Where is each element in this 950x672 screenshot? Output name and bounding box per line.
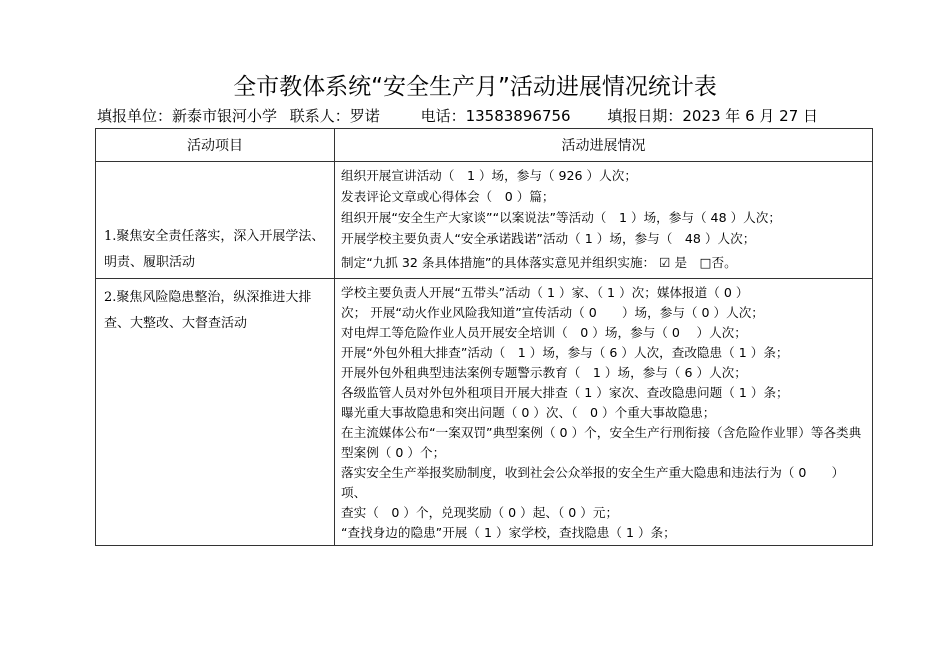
report-date: 填报日期：2023 年 6 月 27 日: [607, 107, 819, 125]
reporting-unit: 填报单位：新泰市银河小学: [97, 107, 278, 125]
detail-line: 落实安全生产举报奖励制度，收到社会公众举报的安全生产重大隐患和违法行为（ 0 ）项、: [341, 465, 845, 500]
table-row: [96, 279, 873, 546]
table-header-row: [96, 129, 873, 162]
detail-line: 各级监管人员对外包外租项目开展大排查（ 1 ）家次、查改隐患问题（ 1 ）条；: [341, 385, 789, 400]
page-title: 全市教体系统“安全生产月”活动进展情况统计表: [233, 74, 717, 100]
contact-person: 联系人：罗诺: [289, 107, 380, 125]
header-activity-item: 活动项目: [96, 129, 335, 162]
phone-number: 电话：13583896756: [420, 107, 571, 125]
statistics-table: [95, 128, 873, 546]
activity-details: [335, 162, 873, 279]
detail-line: 在主流媒体公布“一案双罚”典型案例（ 0 ）个，安全生产行刑衔接（含危险作业罪）等各类典型案例（ 0 ）个；: [341, 425, 862, 460]
detail-line: 曝光重大事故隐患和突出问题（ 0 ）次、（ 0 ）个重大事故隐患；: [341, 405, 716, 420]
detail-line: 查实（ 0 ）个，兑现奖励（ 0 ）起、（ 0 ）元；: [341, 505, 619, 520]
activity-item: 2.聚焦风险隐患整治，纵深推进大排查、大整改、大督查活动: [96, 279, 335, 546]
detail-line: 开展学校主要负责人“安全承诺践诺”活动（ 1 ）场，参与（ 48 ）人次；: [341, 231, 756, 246]
detail-line: 组织开展“安全生产大家谈”“以案说法”等活动（ 1 ）场，参与（ 48 ）人次；: [341, 210, 781, 225]
detail-line: 开展“外包外租大排查”活动（ 1 ）场，参与（ 6 ）人次，查改隐患（ 1 ）条；: [341, 345, 789, 360]
table-row: [96, 162, 873, 279]
detail-line: 发表评论文章或心得体会（ 0 ）篇；: [341, 189, 555, 204]
detail-line: 开展外包外租典型违法案例专题警示教育（ 1 ）场，参与（ 6 ）人次；: [341, 365, 747, 380]
detail-line: “查找身边的隐患”开展（ 1 ）家学校，查找隐患（ 1 ）条；: [341, 525, 676, 540]
activity-item: 1.聚焦安全责任落实，深入开展学法、明责、履职活动: [96, 162, 335, 279]
report-info: [97, 106, 877, 126]
detail-line: 次； 开展“动火作业风险我知道”宣传活动（ 0 ）场，参与（ 0 ）人次；: [341, 305, 764, 320]
detail-line: 制定“九抓 32 条具体措施”的具体落实意见并组织实施： ☑ 是 □否。: [341, 255, 737, 270]
detail-line: 学校主要负责人开展“五带头”活动（ 1 ）家、（ 1 ）次；媒体报道（ 0 ）: [341, 285, 749, 300]
header-activity-progress: 活动进展情况: [335, 129, 873, 162]
detail-line: 组织开展宣讲活动（ 1 ）场，参与（ 926 ）人次；: [341, 168, 637, 183]
activity-details: [335, 279, 873, 546]
detail-line: 对电焊工等危险作业人员开展安全培训（ 0 ）场，参与（ 0 ）人次；: [341, 325, 747, 340]
